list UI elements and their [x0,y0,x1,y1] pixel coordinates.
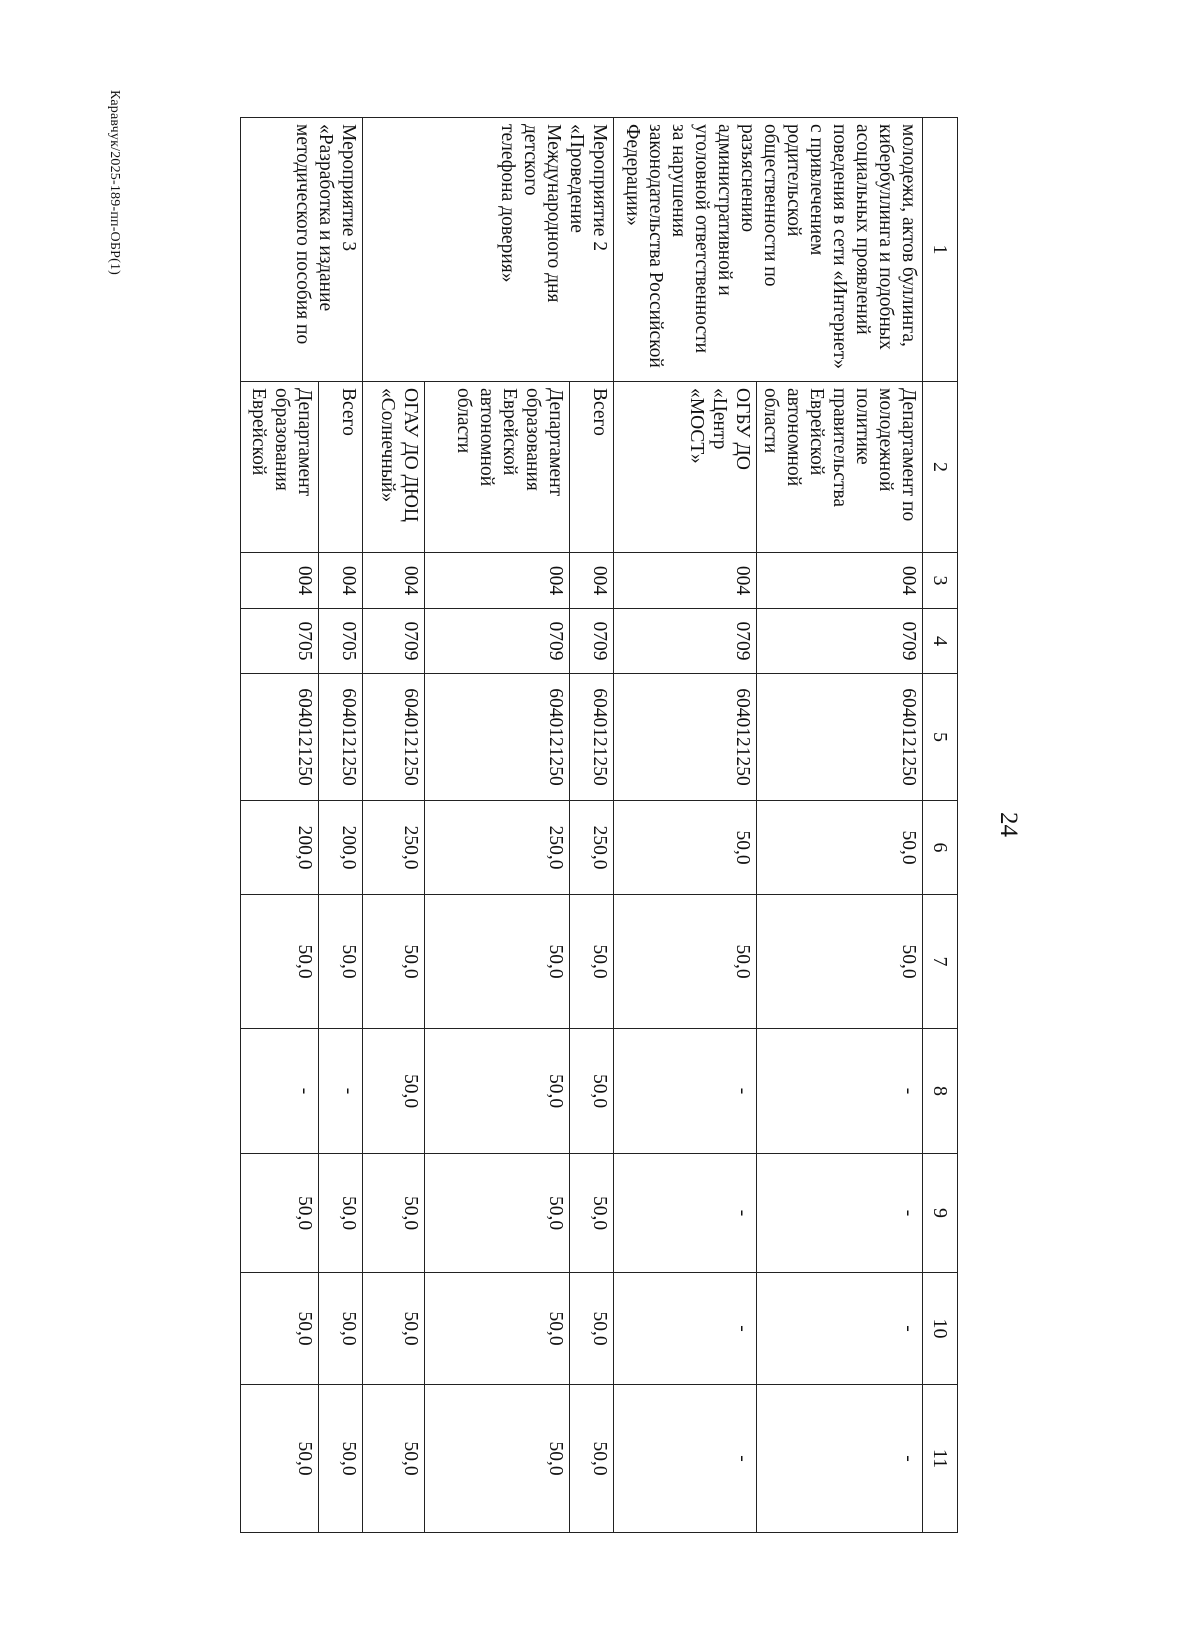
cell-total: 50,0 [757,801,923,895]
cell-total: 50,0 [614,801,757,895]
cell-year: 50,0 [363,895,425,1029]
activity-name-cell: Мероприятие 3 «Разработка и издание методического пособия по [241,118,363,382]
cell-year: 50,0 [570,1154,614,1273]
cell-grbs: 004 [570,553,614,609]
col-header: 10 [923,1273,958,1385]
budget-table [240,117,958,1533]
cell-year: 50,0 [363,1273,425,1385]
header-row [923,118,958,1533]
col-header: 2 [923,382,958,553]
col-header: 8 [923,1029,958,1154]
executor-cell: Всего [570,382,614,553]
cell-target-article: 6040121250 [425,674,570,801]
executor-cell: Департамент образования Еврейской [241,382,319,553]
cell-year: - [757,1029,923,1154]
table-row [570,118,614,1533]
cell-grbs: 004 [425,553,570,609]
col-header: 11 [923,1385,958,1533]
cell-year: - [614,1385,757,1533]
cell-section: 0709 [425,609,570,674]
activity-name-cell: Мероприятие 2 «Проведение Международного дня детского телефона доверия» [363,118,614,382]
cell-year: 50,0 [425,1273,570,1385]
cell-year: - [614,1029,757,1154]
col-header: 4 [923,609,958,674]
cell-year: 50,0 [241,1154,319,1273]
cell-section: 0709 [757,609,923,674]
table-row [319,118,363,1533]
cell-total: 250,0 [570,801,614,895]
col-header: 5 [923,674,958,801]
cell-total: 200,0 [241,801,319,895]
cell-year: 50,0 [570,1029,614,1154]
cell-target-article: 6040121250 [363,674,425,801]
cell-total: 200,0 [319,801,363,895]
cell-year: 50,0 [425,1029,570,1154]
col-header: 7 [923,895,958,1029]
cell-year: 50,0 [570,895,614,1029]
col-header: 3 [923,553,958,609]
cell-total: 250,0 [363,801,425,895]
cell-year: 50,0 [757,895,923,1029]
cell-section: 0705 [241,609,319,674]
cell-grbs: 004 [319,553,363,609]
executor-cell: Всего [319,382,363,553]
executor-cell: Департамент образования Еврейской автономной области [425,382,570,553]
cell-target-article: 6040121250 [319,674,363,801]
cell-year: - [757,1385,923,1533]
page-number: 24 [995,812,1022,837]
table-row [757,118,923,1533]
col-header: 1 [923,118,958,382]
cell-year: 50,0 [363,1029,425,1154]
cell-grbs: 004 [363,553,425,609]
executor-cell: ОГАУ ДО ДЮЦ «Солнечный» [363,382,425,553]
cell-year: - [757,1154,923,1273]
cell-section: 0709 [363,609,425,674]
cell-year: - [614,1273,757,1385]
cell-year: 50,0 [425,1154,570,1273]
cell-year: - [757,1273,923,1385]
cell-year: - [241,1029,319,1154]
cell-section: 0709 [570,609,614,674]
cell-year: 50,0 [425,895,570,1029]
activity-name-cell: молодежи, актов буллинга, кибербуллинга и подобных асоциальных проявлений поведения в сети «Интернет» с привлечением родительской общественности по разъяснению административной и уголовной ответственности за нарушения законодательства Российской Федерации» [614,118,923,382]
executor-cell: Департамент по молодежной политике правительства Еврейской автономной области [757,382,923,553]
cell-grbs: 004 [614,553,757,609]
cell-year: 50,0 [319,895,363,1029]
cell-grbs: 004 [757,553,923,609]
cell-target-article: 6040121250 [241,674,319,801]
cell-year: 50,0 [614,895,757,1029]
executor-cell: ОГБУ ДО «Центр «МОСТ» [614,382,757,553]
cell-section: 0709 [614,609,757,674]
cell-year: 50,0 [241,1273,319,1385]
cell-year: - [319,1029,363,1154]
document-footer-code: Каравчук/2025-189-пп-ОБР(1) [107,90,122,276]
cell-total: 250,0 [425,801,570,895]
cell-year: - [614,1154,757,1273]
col-header: 9 [923,1154,958,1273]
budget-table-wrap [240,117,958,1533]
cell-year: 50,0 [570,1385,614,1533]
col-header: 6 [923,801,958,895]
cell-year: 50,0 [319,1273,363,1385]
cell-year: 50,0 [363,1154,425,1273]
cell-year: 50,0 [425,1385,570,1533]
cell-target-article: 6040121250 [570,674,614,801]
cell-year: 50,0 [241,895,319,1029]
cell-section: 0705 [319,609,363,674]
cell-year: 50,0 [363,1385,425,1533]
cell-grbs: 004 [241,553,319,609]
cell-year: 50,0 [570,1273,614,1385]
cell-year: 50,0 [319,1385,363,1533]
cell-target-article: 6040121250 [614,674,757,801]
cell-year: 50,0 [241,1385,319,1533]
cell-year: 50,0 [319,1154,363,1273]
cell-target-article: 6040121250 [757,674,923,801]
